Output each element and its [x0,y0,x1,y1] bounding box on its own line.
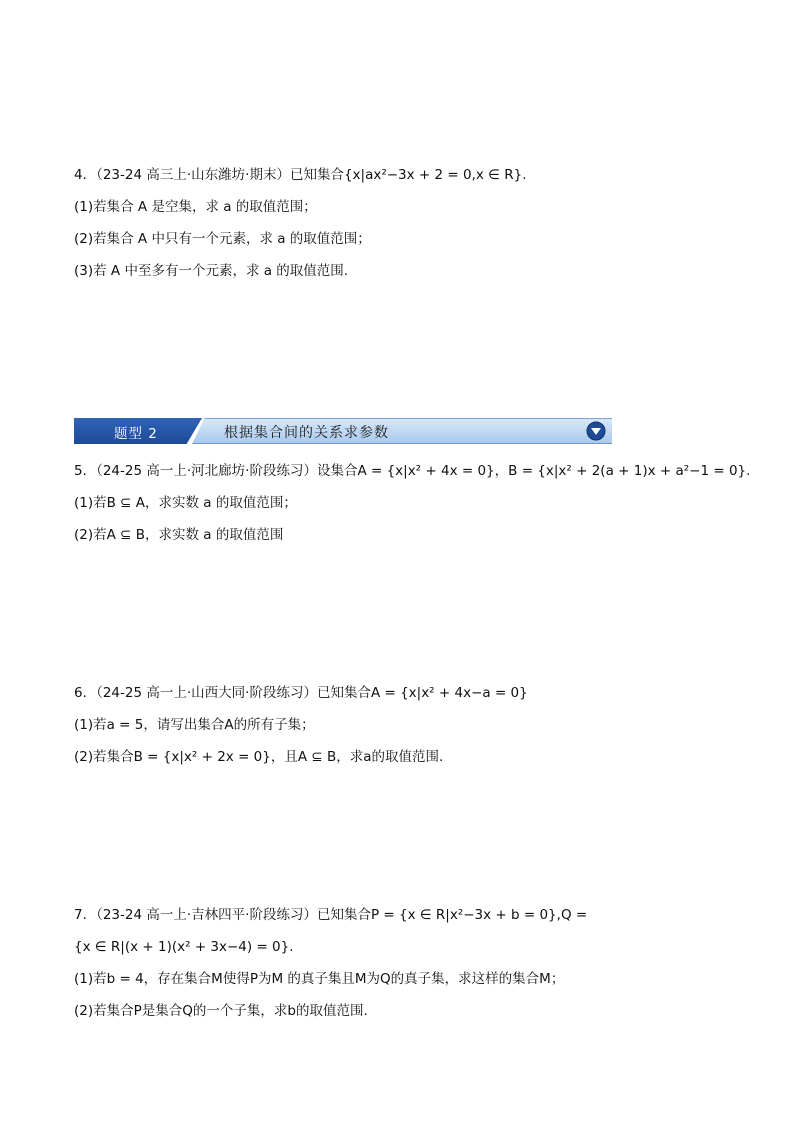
q5-part-1: (1)若B ⊆ A，求实数 a 的取值范围； [74,495,297,511]
q7-stem-continued: {x ∈ R|(x + 1)(x² + 3x−4) = 0}. [74,939,294,955]
q7-stem: 7．（23-24 高一上·吉林四平·阶段练习）已知集合P = {x ∈ R|x²−3x + b = 0},Q = [74,907,588,923]
q7-part-1: (1)若b = 4，存在集合M使得P为M 的真子集且M为Q的真子集，求这样的集合M； [74,971,565,987]
q4-part-2: (2)若集合 A 中只有一个元素，求 a 的取值范围； [74,231,371,247]
section-label: 题型 2 [114,426,158,442]
q7-part-2: (2)若集合P是集合Q的一个子集，求b的取值范围. [74,1003,368,1019]
q4-part-1: (1)若集合 A 是空集，求 a 的取值范围； [74,199,317,215]
section-title: 根据集合间的关系求参数 [224,425,389,441]
q4-stem: 4．（23-24 高三上·山东潍坊·期末）已知集合{x|ax²−3x + 2 = 0,x ∈ R}. [74,167,527,183]
q6-stem: 6．（24-25 高一上·山西大同·阶段练习）已知集合A = {x|x² + 4x−a = 0} [74,685,528,701]
q5-stem: 5．（24-25 高一上·河北廊坊·阶段练习）设集合A = {x|x² + 4x = 0}，B = {x|x² + 2(a + 1)x + a²−1 = 0}. [74,463,751,479]
q6-part-1: (1)若a = 5，请写出集合A的所有子集； [74,717,315,733]
section-banner [74,418,612,444]
q6-part-2: (2)若集合B = {x|x² + 2x = 0}，且A ⊆ B，求a的取值范围. [74,749,444,765]
q4-part-3: (3)若 A 中至多有一个元素，求 a 的取值范围. [74,263,349,279]
q5-part-2: (2)若A ⊆ B，求实数 a 的取值范围 [74,527,284,543]
chevron-down-circle-icon[interactable] [586,421,606,441]
